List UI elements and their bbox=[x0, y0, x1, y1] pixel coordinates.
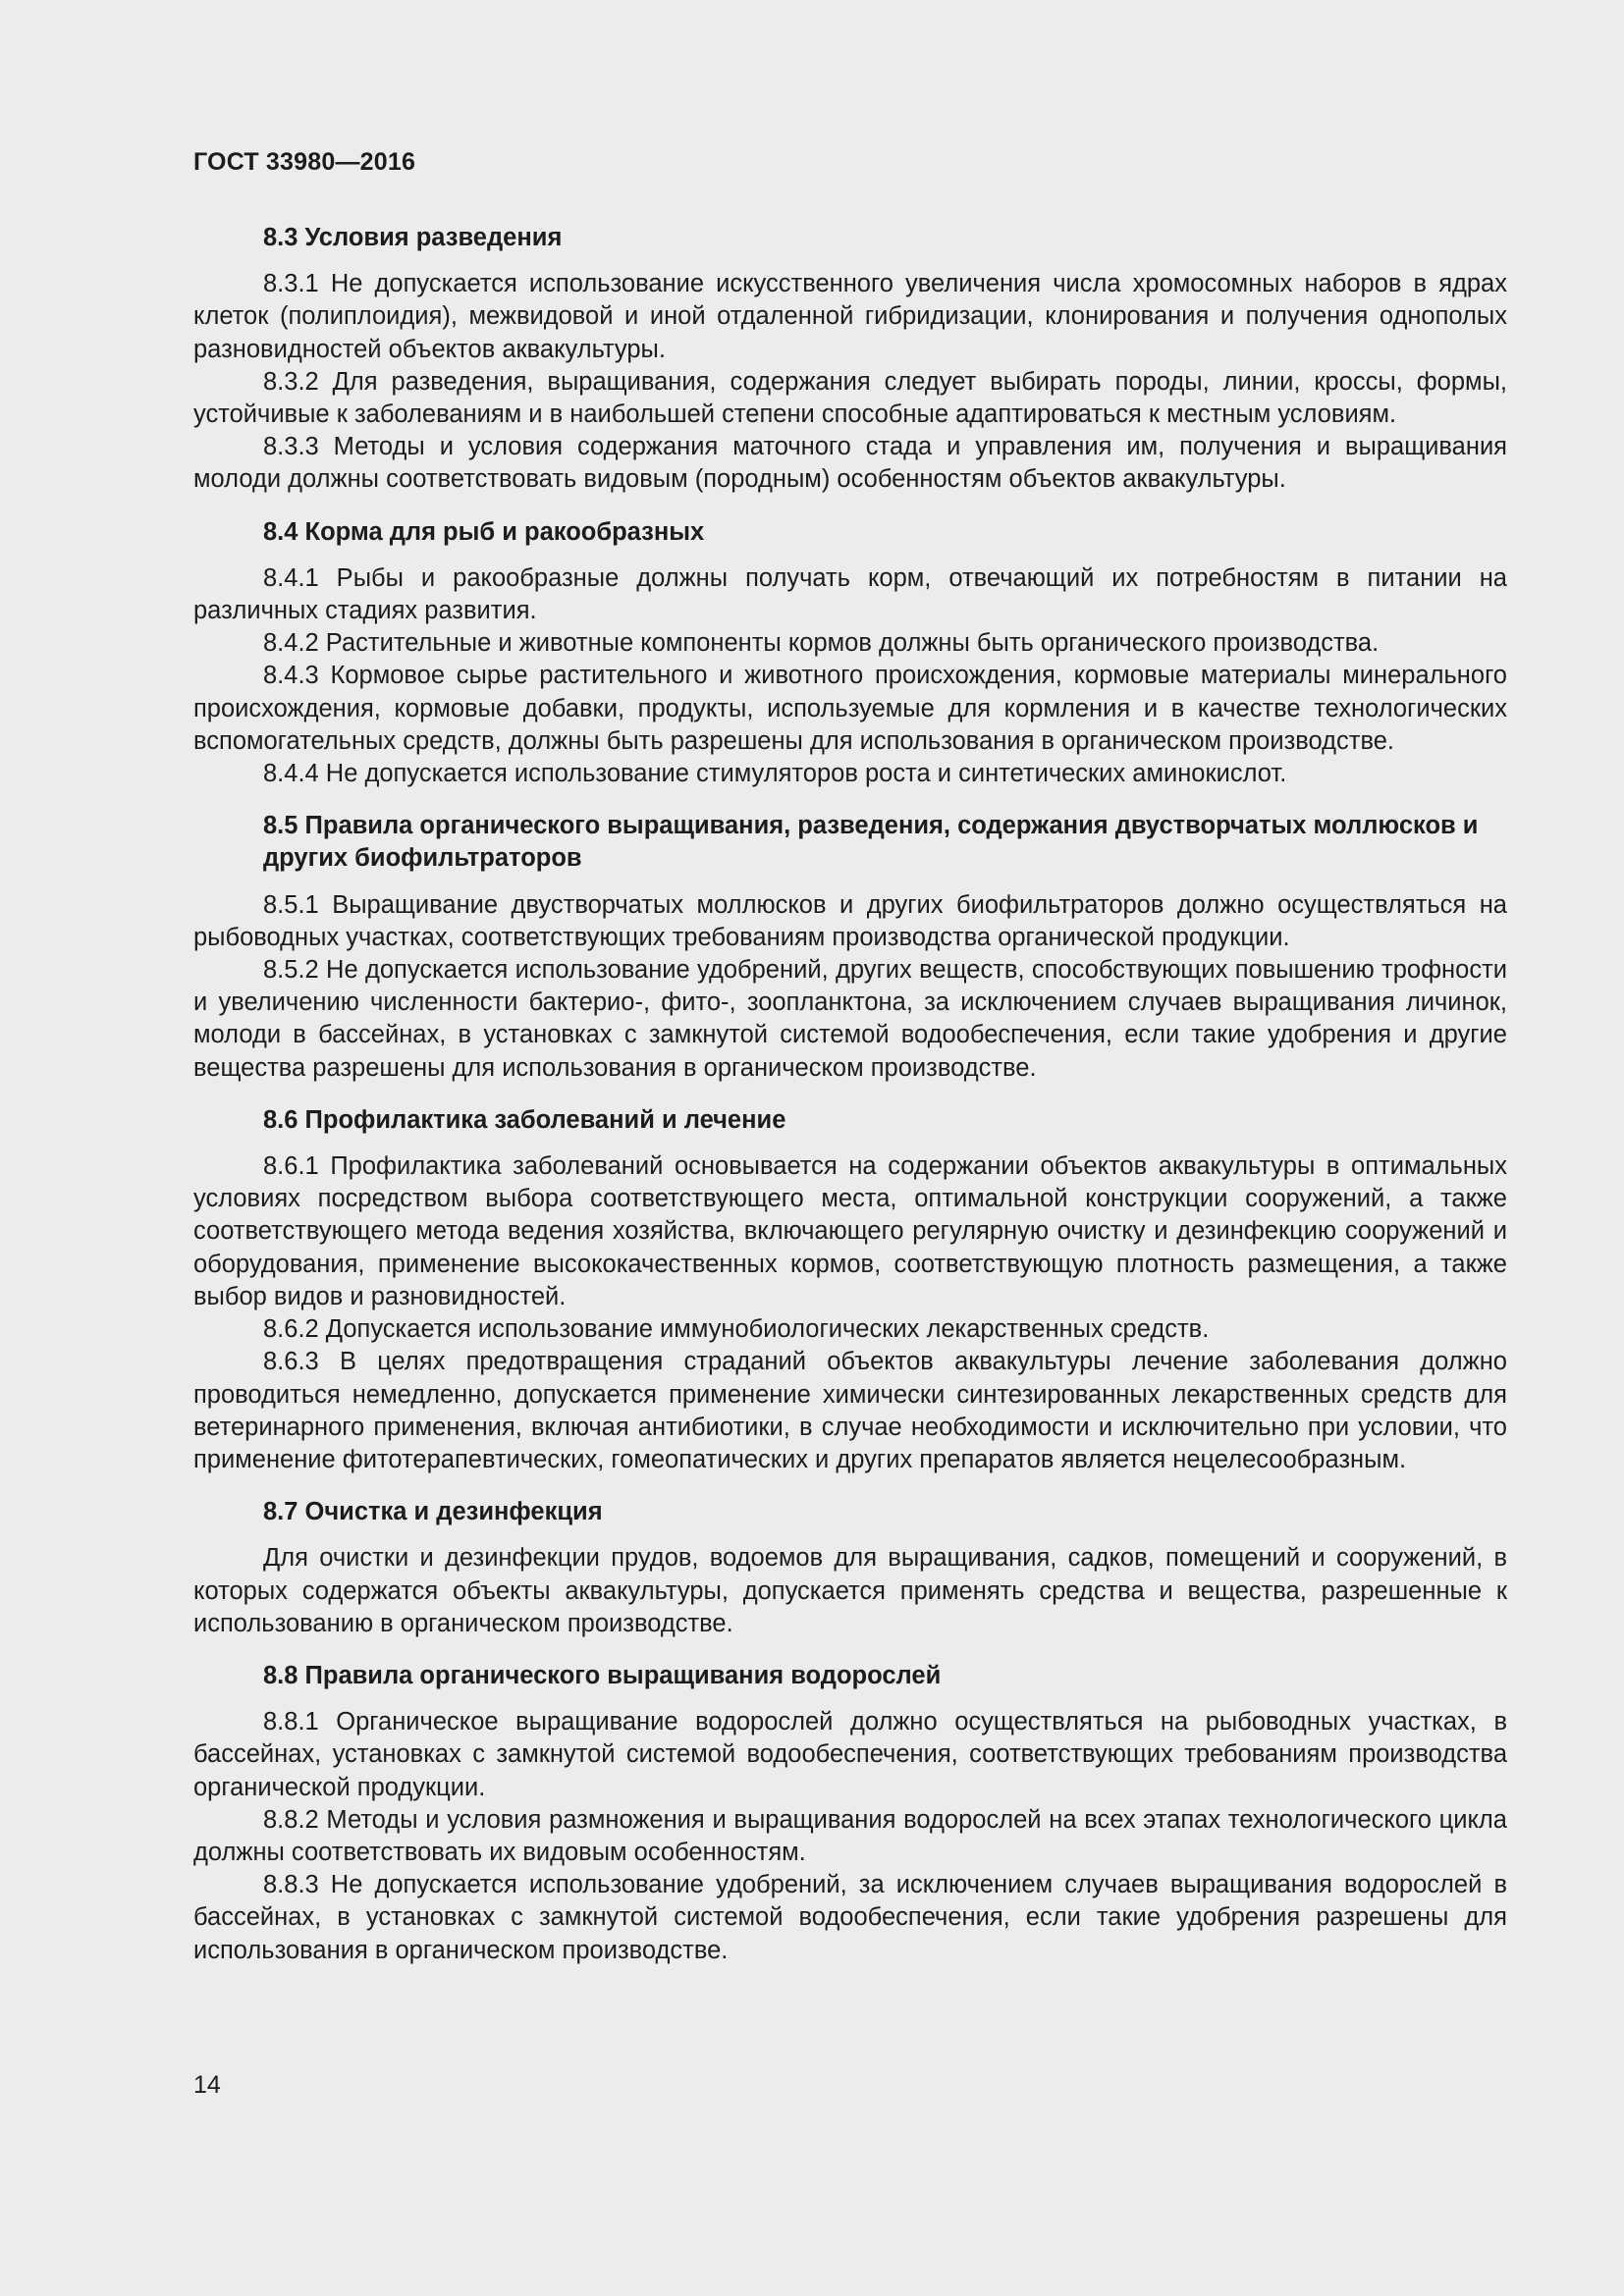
paragraph: Для очистки и дезинфекции прудов, водоемов для выращивания, садков, помещений и сооружений, в которых содержатся объекты аквакультуры, допускается применять средства и вещества, разрешенные к использованию в органическом производстве. bbox=[193, 1544, 1507, 1637]
paragraph: 8.3.1 Не допускается использование искусственного увеличения числа хромосомных наборов в ядрах клеток (полиплоидия), межвидовой и иной отдаленной гибридизации, клонирования и получения однополых разновидностей объектов аквакультуры. bbox=[193, 270, 1507, 363]
section-title: 8.8 Правила органического выращивания водорослей bbox=[263, 1661, 942, 1689]
section-title: 8.3 Условия разведения bbox=[263, 224, 563, 251]
section-8-7 bbox=[193, 1496, 1507, 1640]
section-8-4 bbox=[193, 516, 1507, 791]
section-8-8 bbox=[193, 1660, 1507, 1967]
document-body bbox=[193, 222, 1507, 1987]
standard-designation: ГОСТ 33980—2016 bbox=[193, 148, 416, 176]
paragraph: 8.6.1 Профилактика заболеваний основывается на содержании объектов аквакультуры в оптимальных условиях посредством выбора соответствующего места, оптимальной конструкции сооружений, а также соответствующего метода ведения хозяйства, включающего регулярную очистку и дезинфекцию сооружений и оборудования, применение высококачественных кормов, соответствующую плотность размещения, а также выбор видов и разновидностей. bbox=[193, 1152, 1507, 1310]
paragraph: 8.4.4 Не допускается использование стимуляторов роста и синтетических аминокислот. bbox=[263, 760, 1287, 788]
paragraph: 8.4.2 Растительные и животные компоненты кормов должны быть органического производства. bbox=[263, 629, 1380, 658]
section-title: 8.4 Корма для рыб и ракообразных bbox=[263, 517, 705, 546]
paragraph: 8.4.3 Кормовое сырье растительного и животного происхождения, кормовые материалы минерального происхождения, кормовые добавки, продукты, используемые для кормления и в качестве технологических вспомогательных средств, должны быть разрешены для использования в органическом производстве. bbox=[193, 662, 1507, 755]
paragraph: 8.8.3 Не допускается использование удобрений, за исключением случаев выращивания водорослей в бассейнах, в установках с замкнутой системой водообеспечения, если такие удобрения разрешены для использования в органическом производстве. bbox=[193, 1871, 1507, 1964]
paragraph: 8.6.2 Допускается использование иммунобиологических лекарственных средств. bbox=[263, 1315, 1210, 1344]
paragraph: 8.4.1 Рыбы и ракообразные должны получать корм, отвечающий их потребностям в питании на различных стадиях развития. bbox=[193, 563, 1507, 625]
page-number: 14 bbox=[193, 2071, 221, 2099]
section-title: 8.6 Профилактика заболеваний и лечение bbox=[263, 1105, 786, 1134]
paragraph: 8.3.2 Для разведения, выращивания, содержания следует выбирать породы, линии, кроссы, формы, устойчивые к заболеваниям и в наибольшей степени способные адаптироваться к местным условиям. bbox=[193, 367, 1507, 429]
paragraph: 8.3.3 Методы и условия содержания маточного стада и управления им, получения и выращивания молоди должны соответствовать видовым (породным) особенностям объектов аквакультуры. bbox=[193, 433, 1507, 494]
section-8-6 bbox=[193, 1104, 1507, 1476]
paragraph: 8.5.1 Выращивание двустворчатых моллюсков и других биофильтраторов должно осуществляться на рыбоводных участках, соответствующих требованиям производства органической продукции. bbox=[193, 890, 1507, 951]
section-8-5 bbox=[193, 810, 1507, 1085]
paragraph: 8.6.3 В целях предотвращения страданий объектов аквакультуры лечение заболевания должно проводиться немедленно, допускается применение химически синтезированных лекарственных средств для ветеринарного применения, включая антибиотики, в случае необходимости и исключительно при условии, что применение фитотерапевтических, гомеопатических и других препаратов является нецелесообразным. bbox=[193, 1348, 1507, 1473]
section-title: 8.7 Очистка и дезинфекция bbox=[263, 1498, 603, 1526]
section-title: 8.5 Правила органического выращивания, разведения, содержания двустворчатых моллюсков и других биофильтраторов bbox=[263, 812, 1479, 873]
paragraph: 8.5.2 Не допускается использование удобрений, других веществ, способствующих повышению трофности и увеличению численности бактерио-, фито-, зоопланктона, за исключением случаев выращивания личинок, молоди в бассейнах, в установках с замкнутой системой водообеспечения, если такие удобрения и другие вещества разрешены для использования в органическом производстве. bbox=[193, 956, 1507, 1082]
section-8-3 bbox=[193, 222, 1507, 497]
paragraph: 8.8.1 Органическое выращивание водорослей должно осуществляться на рыбоводных участках, в бассейнах, установках с замкнутой системой водообеспечения, соответствующих требованиям производства органической продукции. bbox=[193, 1708, 1507, 1801]
paragraph: 8.8.2 Методы и условия размножения и выращивания водорослей на всех этапах технологического цикла должны соответствовать их видовым особенностям. bbox=[193, 1805, 1507, 1866]
